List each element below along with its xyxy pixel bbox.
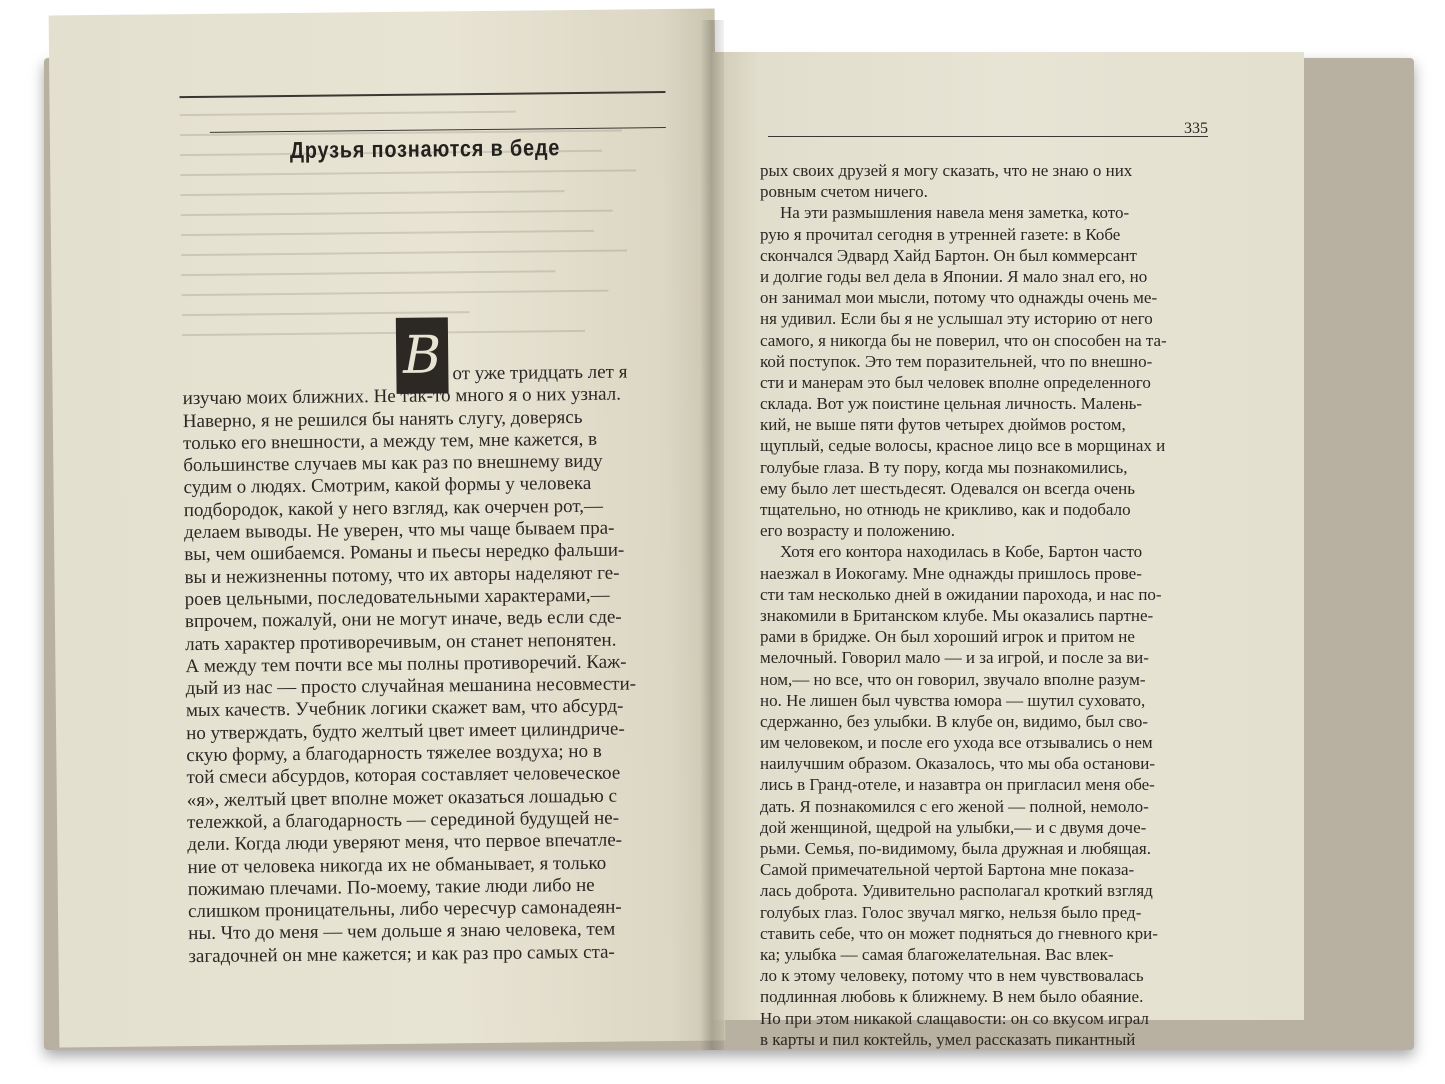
text-line: рами в бридже. Он был хороший игрок и притом не bbox=[760, 627, 1135, 647]
text-line: голубые глаза. В ту пору, когда мы познакомились, bbox=[760, 457, 1128, 477]
text-line: подбородок, какой у него взгляд, как очерчен рот,— bbox=[183, 495, 604, 521]
text-line: знакомили в Британском клубе. Мы оказались партне- bbox=[760, 605, 1154, 625]
text-line: «я», желтый цвет вполне может оказаться лошадью с bbox=[186, 785, 618, 811]
text-line: голубых глаз. Голос звучал мягко, нельзя было пред- bbox=[760, 902, 1142, 922]
text-line: рых своих друзей я могу сказать, что не знаю о них bbox=[760, 161, 1133, 180]
text-line: в карты и пил коктейль, умел рассказать пикантный bbox=[760, 1029, 1136, 1049]
text-line: ние от человека никогда их не обманывает, я только bbox=[187, 852, 607, 878]
text-line: наилучшим образом. Оказалось, что мы оба останови- bbox=[760, 754, 1156, 774]
text-line: загадочней он мне кажется; и как раз про самых ста- bbox=[188, 941, 615, 967]
text-line: Хотя его контора находилась в Кобе, Бартон часто bbox=[780, 542, 1143, 562]
text-line: его возрасту и положению. bbox=[760, 521, 956, 541]
drop-cap: В bbox=[396, 317, 449, 394]
text-line: ставить себе, что он может подняться до гневного кри- bbox=[760, 923, 1158, 943]
text-line: он занимал мои мысли, потому что однажды очень ме- bbox=[760, 288, 1158, 308]
text-line: лась доброта. Удивительно располагал кроткий взгляд bbox=[760, 881, 1153, 901]
text-line: ло к этому человеку, потому что в нем чувствовалась bbox=[760, 966, 1144, 986]
text-line: дый из нас — просто случайная мешанина несовмести- bbox=[185, 673, 637, 700]
text-line: сти и манерам это был человек вполне определенного bbox=[760, 372, 1151, 392]
chapter-title: Друзья познаются в беде bbox=[289, 134, 561, 163]
text-line: изучаю моих ближних. Не так-то много я о них узнал. bbox=[182, 383, 622, 410]
text-line: щуплый, седые волосы, красное лицо все в морщинах и bbox=[760, 436, 1166, 456]
header-rule bbox=[179, 91, 665, 98]
text-line: склада. Вот уж поистине цельная личность. Малень- bbox=[760, 394, 1143, 414]
text-line: лать характер противоречивым, он станет непонятен. bbox=[185, 629, 617, 655]
text-line: скончался Эдвард Хайд Бартон. Он был коммерсант bbox=[760, 245, 1137, 265]
right-page-text bbox=[760, 160, 1220, 1050]
text-line: вы и нежизненны потому, что их авторы наделяют ге- bbox=[184, 562, 620, 588]
text-line: сти там несколько дней в ожидании парохода, и нас по- bbox=[760, 584, 1162, 604]
text-line: рую я прочитал сегодня в утренней газете: в Кобе bbox=[760, 224, 1121, 244]
text-line: но утверждать, будто желтый цвет имеет цилиндриче- bbox=[186, 718, 625, 744]
text-line: тщательно, но отнюдь не крикливо, как и подобало bbox=[760, 500, 1131, 519]
text-line: и долгие годы вел дела в Японии. Я мало знал его, но bbox=[760, 266, 1148, 286]
text-line: мелочный. Говорил мало — и за игрой, и после за ви- bbox=[760, 648, 1149, 668]
text-line: вы, чем ошибаемся. Романы и пьесы нередко фальши- bbox=[184, 539, 625, 566]
left-page-text bbox=[182, 361, 688, 968]
text-line: дой женщиной, щедрой на улыбки,— и с двумя доче- bbox=[760, 817, 1147, 837]
text-line: рьми. Семья, по-видимому, была дружная и любящая. bbox=[760, 839, 1151, 858]
left-page bbox=[49, 9, 726, 1048]
text-line: впрочем, пожалуй, они не могут иначе, ведь если сде- bbox=[184, 606, 622, 633]
text-line: Наверно, я не решился бы нанять слугу, доверясь bbox=[182, 406, 583, 432]
text-line: той смеси абсурдов, которая составляет человеческое bbox=[186, 762, 621, 789]
text-line: На эти размышления навела меня заметка, кото- bbox=[780, 203, 1130, 223]
text-line: ны. Что до меня — чем дольше я знаю человека, тем bbox=[188, 919, 616, 945]
text-line: роев цельными, последовательными характерами,— bbox=[184, 584, 610, 611]
text-line: Самой примечательной чертой Бартона мне показа- bbox=[760, 860, 1135, 880]
text-line: Но при этом никакой слащавости: он со вкусом играл bbox=[760, 1008, 1149, 1028]
text-line: дели. Когда люди уверяют меня, что первое впечатле- bbox=[187, 829, 623, 856]
text-line: кой поступок. Это тем поразительней, что по внешно- bbox=[760, 351, 1153, 371]
text-line: сдержанно, без улыбки. В клубе он, видимо, был сво- bbox=[760, 711, 1149, 731]
text-line: только его внешности, а между тем, мне кажется, в bbox=[182, 428, 598, 455]
text-line: кий, не выше пяти футов четырех дюймов ростом, bbox=[760, 415, 1126, 435]
text-line: большинстве случаев мы как раз по внешнему виду bbox=[183, 450, 603, 477]
text-line: слишком проницательны, либо чересчур самонадеян- bbox=[187, 896, 622, 923]
text-line: самого, я никогда бы не поверил, что он способен на та- bbox=[760, 330, 1167, 350]
text-line: от уже тридцать лет я bbox=[452, 361, 628, 385]
text-line: дать. Я познакомился с его женой — полной, немоло- bbox=[760, 796, 1149, 816]
text-line: лись в Гранд-отеле, и назавтра он пригласил меня обе- bbox=[760, 775, 1155, 795]
text-line: наезжал в Иокогаму. Мне однажды пришлось прове- bbox=[760, 563, 1142, 583]
text-line: ном,— но все, что он говорил, звучало вполне разум- bbox=[760, 669, 1146, 689]
text-line: делаем выводы. Не уверен, что мы чаще бываем пра- bbox=[183, 517, 615, 544]
text-line: скую форму, а благодарность тяжелее воздуха; но в bbox=[186, 740, 602, 767]
text-line: ня удивил. Если бы я не услышал эту историю от него bbox=[760, 309, 1153, 329]
text-line: мых качеств. Учебник логики скажет вам, что абсурд- bbox=[185, 695, 624, 722]
text-line: им человеком, и после его ухода все отзывались о нем bbox=[760, 733, 1153, 753]
text-line: ему было лет шестьдесят. Одевался он всегда очень bbox=[760, 478, 1135, 498]
text-line: ка; улыбка — самая благожелательная. Вас влек- bbox=[760, 944, 1114, 964]
text-line: судим о людях. Смотрим, какой формы у человека bbox=[183, 473, 592, 499]
spine-shadow bbox=[700, 20, 724, 1050]
right-page bbox=[712, 52, 1304, 1049]
text-line: подлинная любовь к ближнему. В нем было обаяние. bbox=[760, 987, 1144, 1007]
text-line: пожимаю плечами. По-моему, такие люди либо не bbox=[187, 874, 595, 900]
text-line: но. Не лишен был чувства юмора — шутил суховато, bbox=[760, 690, 1146, 710]
text-line: тележкой, а благодарность — серединой будущей не- bbox=[186, 807, 620, 834]
header-rule bbox=[768, 136, 1208, 137]
text-line: А между тем почти все мы полны противоречий. Каж- bbox=[185, 651, 627, 677]
page-number: 335 bbox=[1184, 120, 1208, 137]
text-line: ровным счетом ничего. bbox=[760, 182, 928, 202]
